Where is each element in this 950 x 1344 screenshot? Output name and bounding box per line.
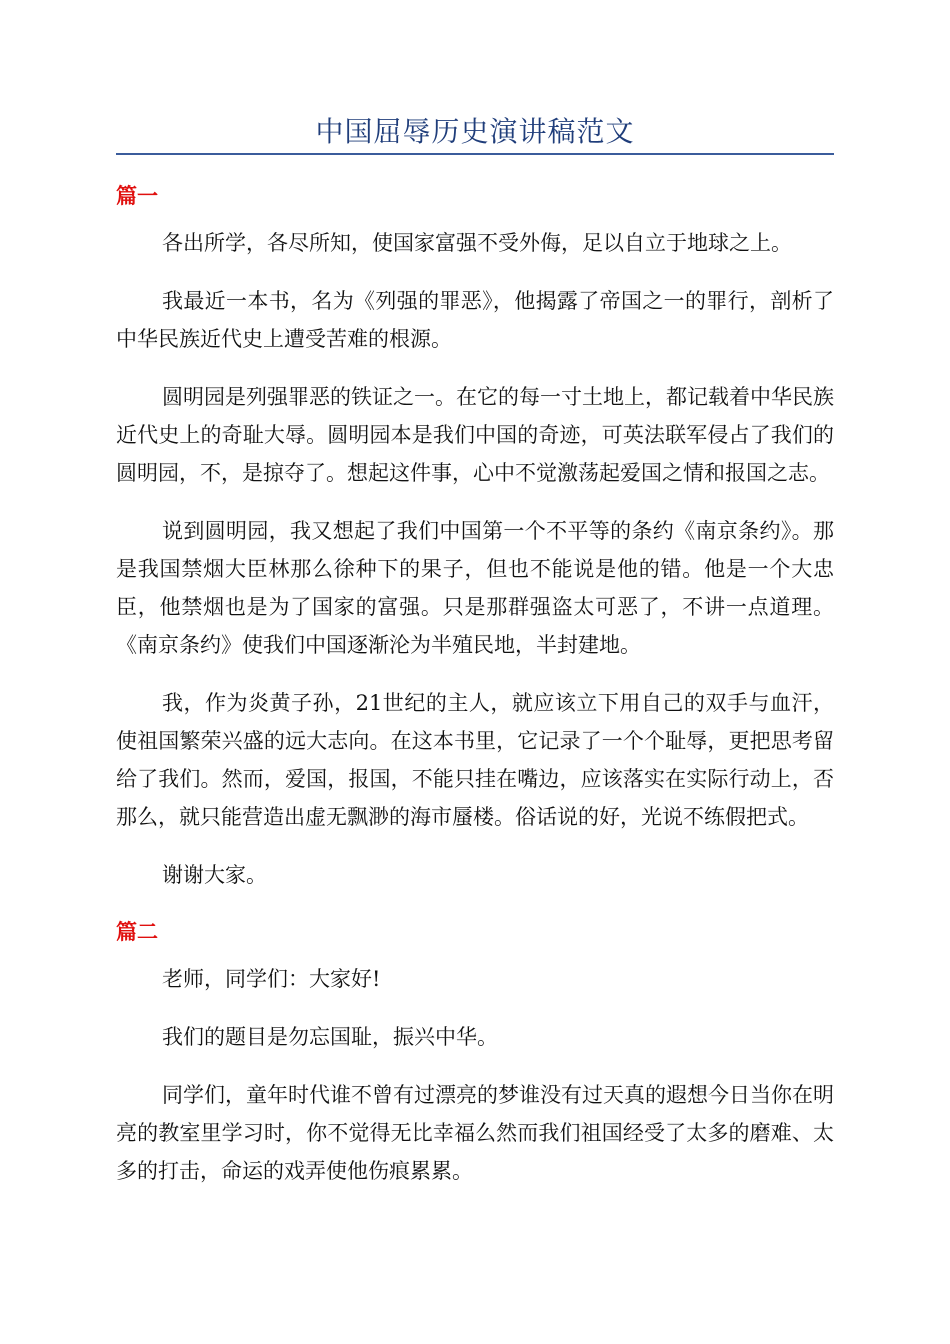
paragraph: 我最近一本书，名为《列强的罪恶》，他揭露了帝国之一的罪行，剖析了中华民族近代史上遭受苦难的根源。 xyxy=(116,289,834,351)
title-underline xyxy=(116,153,834,155)
paragraph: 各出所学，各尽所知，使国家富强不受外侮，足以自立于地球之上。 xyxy=(162,231,792,255)
paragraph: 说到圆明园，我又想起了我们中国第一个不平等的条约《南京条约》。那是我国禁烟大臣林那么徐种下的果子，但也不能说是他的错。他是一个大忠臣，他禁烟也是为了国家的富强。只是那群强盗太可恶了，不讲一点道理。《南京条约》使我们中国逐渐沦为半殖民地，半封建地。 xyxy=(116,519,834,657)
paragraph: 老师，同学们：大家好! xyxy=(162,967,381,991)
section-heading-2: 篇二 xyxy=(116,920,158,944)
paragraph: 我们的题目是勿忘国耻，振兴中华。 xyxy=(162,1025,498,1049)
paragraph: 我，作为炎黄子孙，21世纪的主人，就应该立下用自己的双手与血汗，使祖国繁荣兴盛的远大志向。在这本书里，它记录了一个个耻辱，更把思考留给了我们。然而，爱国，报国，不能只挂在嘴边，应该落实在实际行动上，否那么，就只能营造出虚无飘渺的海市蜃楼。俗话说的好，光说不练假把式。 xyxy=(116,691,834,829)
paragraph: 同学们，童年时代谁不曾有过漂亮的梦谁没有过天真的遐想今日当你在明亮的教室里学习时，你不觉得无比幸福么然而我们祖国经受了太多的磨难、太多的打击，命运的戏弄使他伤痕累累。 xyxy=(116,1083,834,1183)
paragraph: 圆明园是列强罪恶的铁证之一。在它的每一寸土地上，都记载着中华民族近代史上的奇耻大辱。圆明园本是我们中国的奇迹，可英法联军侵占了我们的圆明园，不，是掠夺了。想起这件事，心中不觉激荡起爱国之情和报国之志。 xyxy=(116,385,834,485)
page-title: 中国屈辱历史演讲稿范文 xyxy=(315,115,635,148)
document-body xyxy=(116,178,834,1190)
paragraph: 谢谢大家。 xyxy=(162,863,267,887)
section-heading-1: 篇一 xyxy=(116,184,158,208)
